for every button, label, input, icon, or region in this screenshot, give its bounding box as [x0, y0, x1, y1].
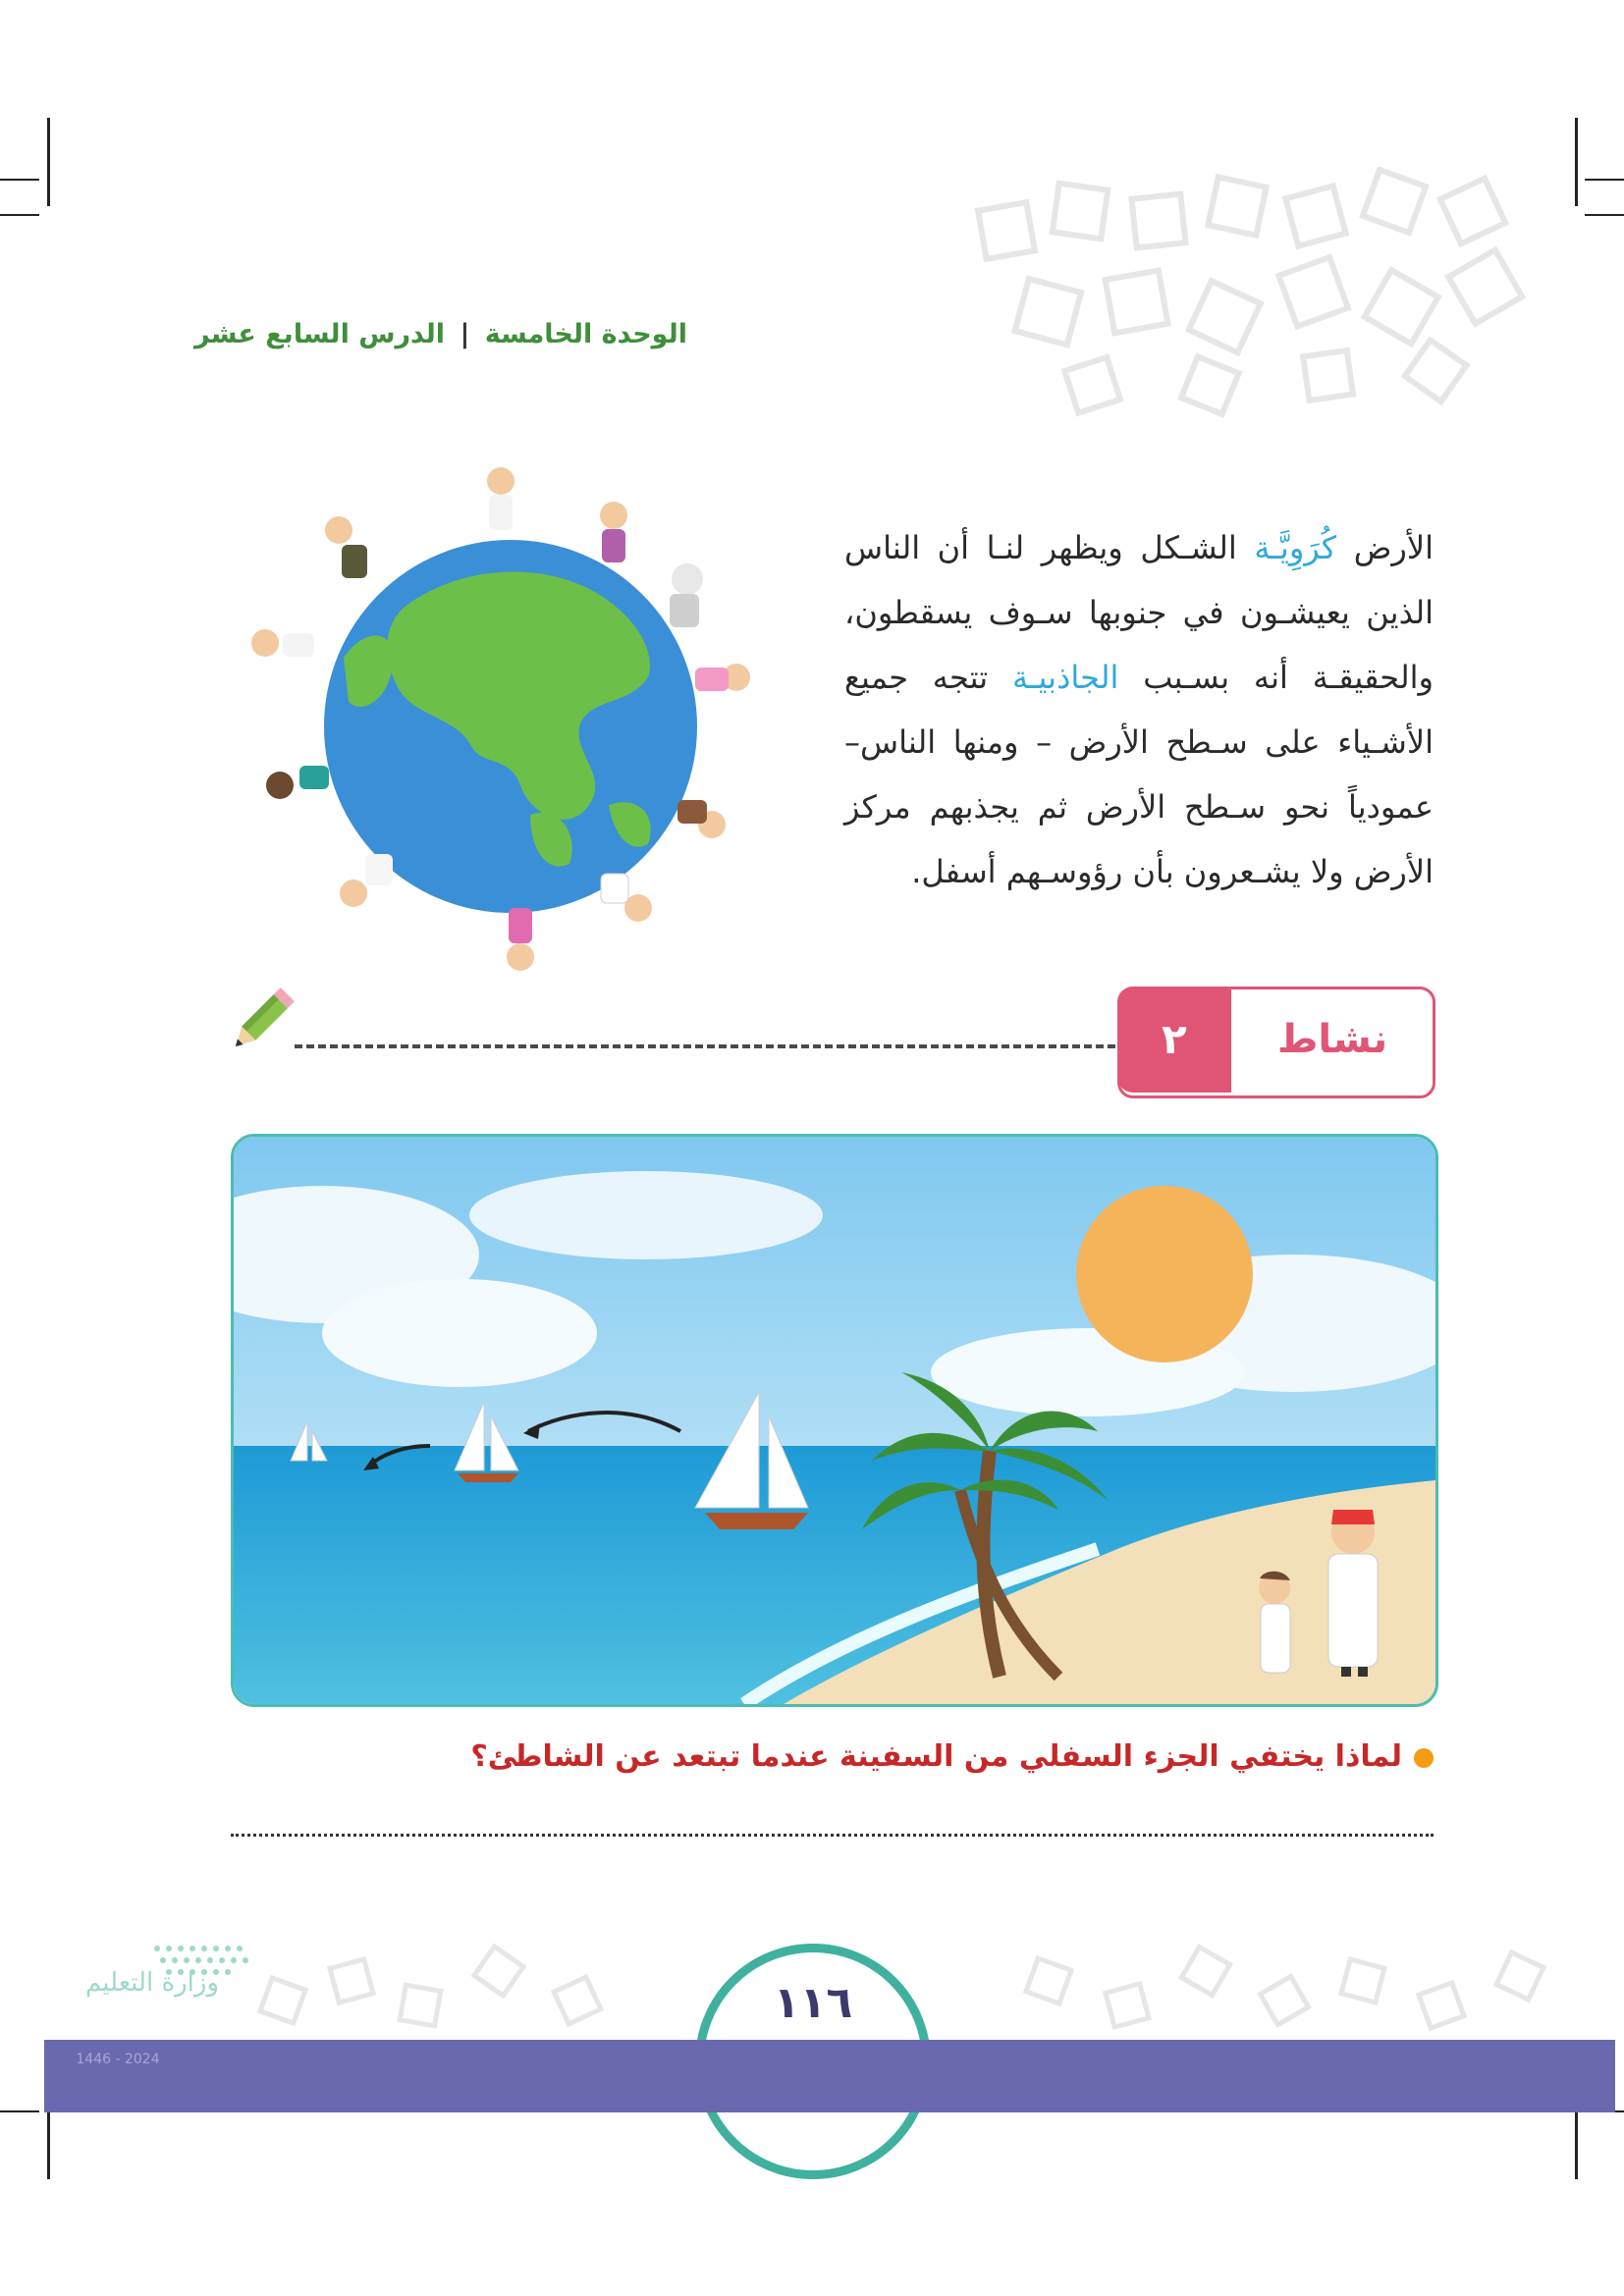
keyword-gravity: الجاذبيـة [1011, 659, 1119, 696]
father-figure [1328, 1510, 1378, 1677]
sun-icon [1076, 1186, 1253, 1362]
page-number: ١١٦ [773, 1978, 853, 2028]
answer-line[interactable] [231, 1834, 1434, 1837]
lesson-title: الدرس السابع عشر [194, 319, 446, 349]
pencil-icon [226, 982, 297, 1060]
crop-mark [1585, 214, 1624, 216]
activity-divider-line [295, 1044, 1115, 1048]
paragraph-text-3: تتجه جميع الأشـياء على سـطح الأرض – ومنها الناس– عمودياً نحو سـطح الأرض ثم يجذبهم مركز الأرض ولا يشـعرون بأن رؤوسـهم أسفل. [844, 659, 1434, 890]
bullet-icon [1414, 1748, 1434, 1768]
paragraph-text-1: الأرض [1336, 529, 1435, 566]
son-figure [1259, 1572, 1290, 1673]
decorative-pattern [962, 167, 1571, 422]
activity-label: نشاط [1276, 1017, 1388, 1062]
crop-mark [1575, 118, 1578, 206]
header-separator: | [460, 319, 470, 349]
beach-scene-illustration [231, 1134, 1438, 1707]
paragraph-text-2: الشـكل ويظهر لنـا أن الناس الذين يعيشـون في جنوبها سـوف يسقطون، والحقيقـة أنه بسـبب [844, 529, 1435, 696]
ministry-year: 2024 - 1446 [76, 2052, 160, 2067]
unit-lesson-header [194, 319, 687, 349]
crop-mark [0, 214, 39, 216]
crop-mark [47, 2101, 50, 2179]
lesson-paragraph [844, 515, 1434, 904]
question-text: لماذا يختفي الجزء السفلي من السفينة عندما تبتعد عن الشاطئ؟ [470, 1739, 1402, 1774]
globe-illustration [236, 461, 785, 991]
unit-title: الوحدة الخامسة [484, 319, 687, 349]
keyword-spherical: كُرَوِيَّـة [1254, 529, 1337, 566]
footer-bar-cover [44, 2040, 1615, 2112]
beach-scene-drawing [234, 1137, 1435, 1704]
crop-mark [47, 118, 50, 206]
crop-mark [1575, 2101, 1578, 2179]
activity-number: ٢ [1162, 1015, 1187, 1063]
activity-question [245, 1739, 1434, 1774]
ministry-name: وزارة التعليم [84, 1968, 220, 1998]
child-figure [487, 467, 514, 530]
crop-mark [0, 179, 39, 181]
crop-mark [1585, 179, 1624, 181]
crop-mark [0, 2110, 39, 2112]
